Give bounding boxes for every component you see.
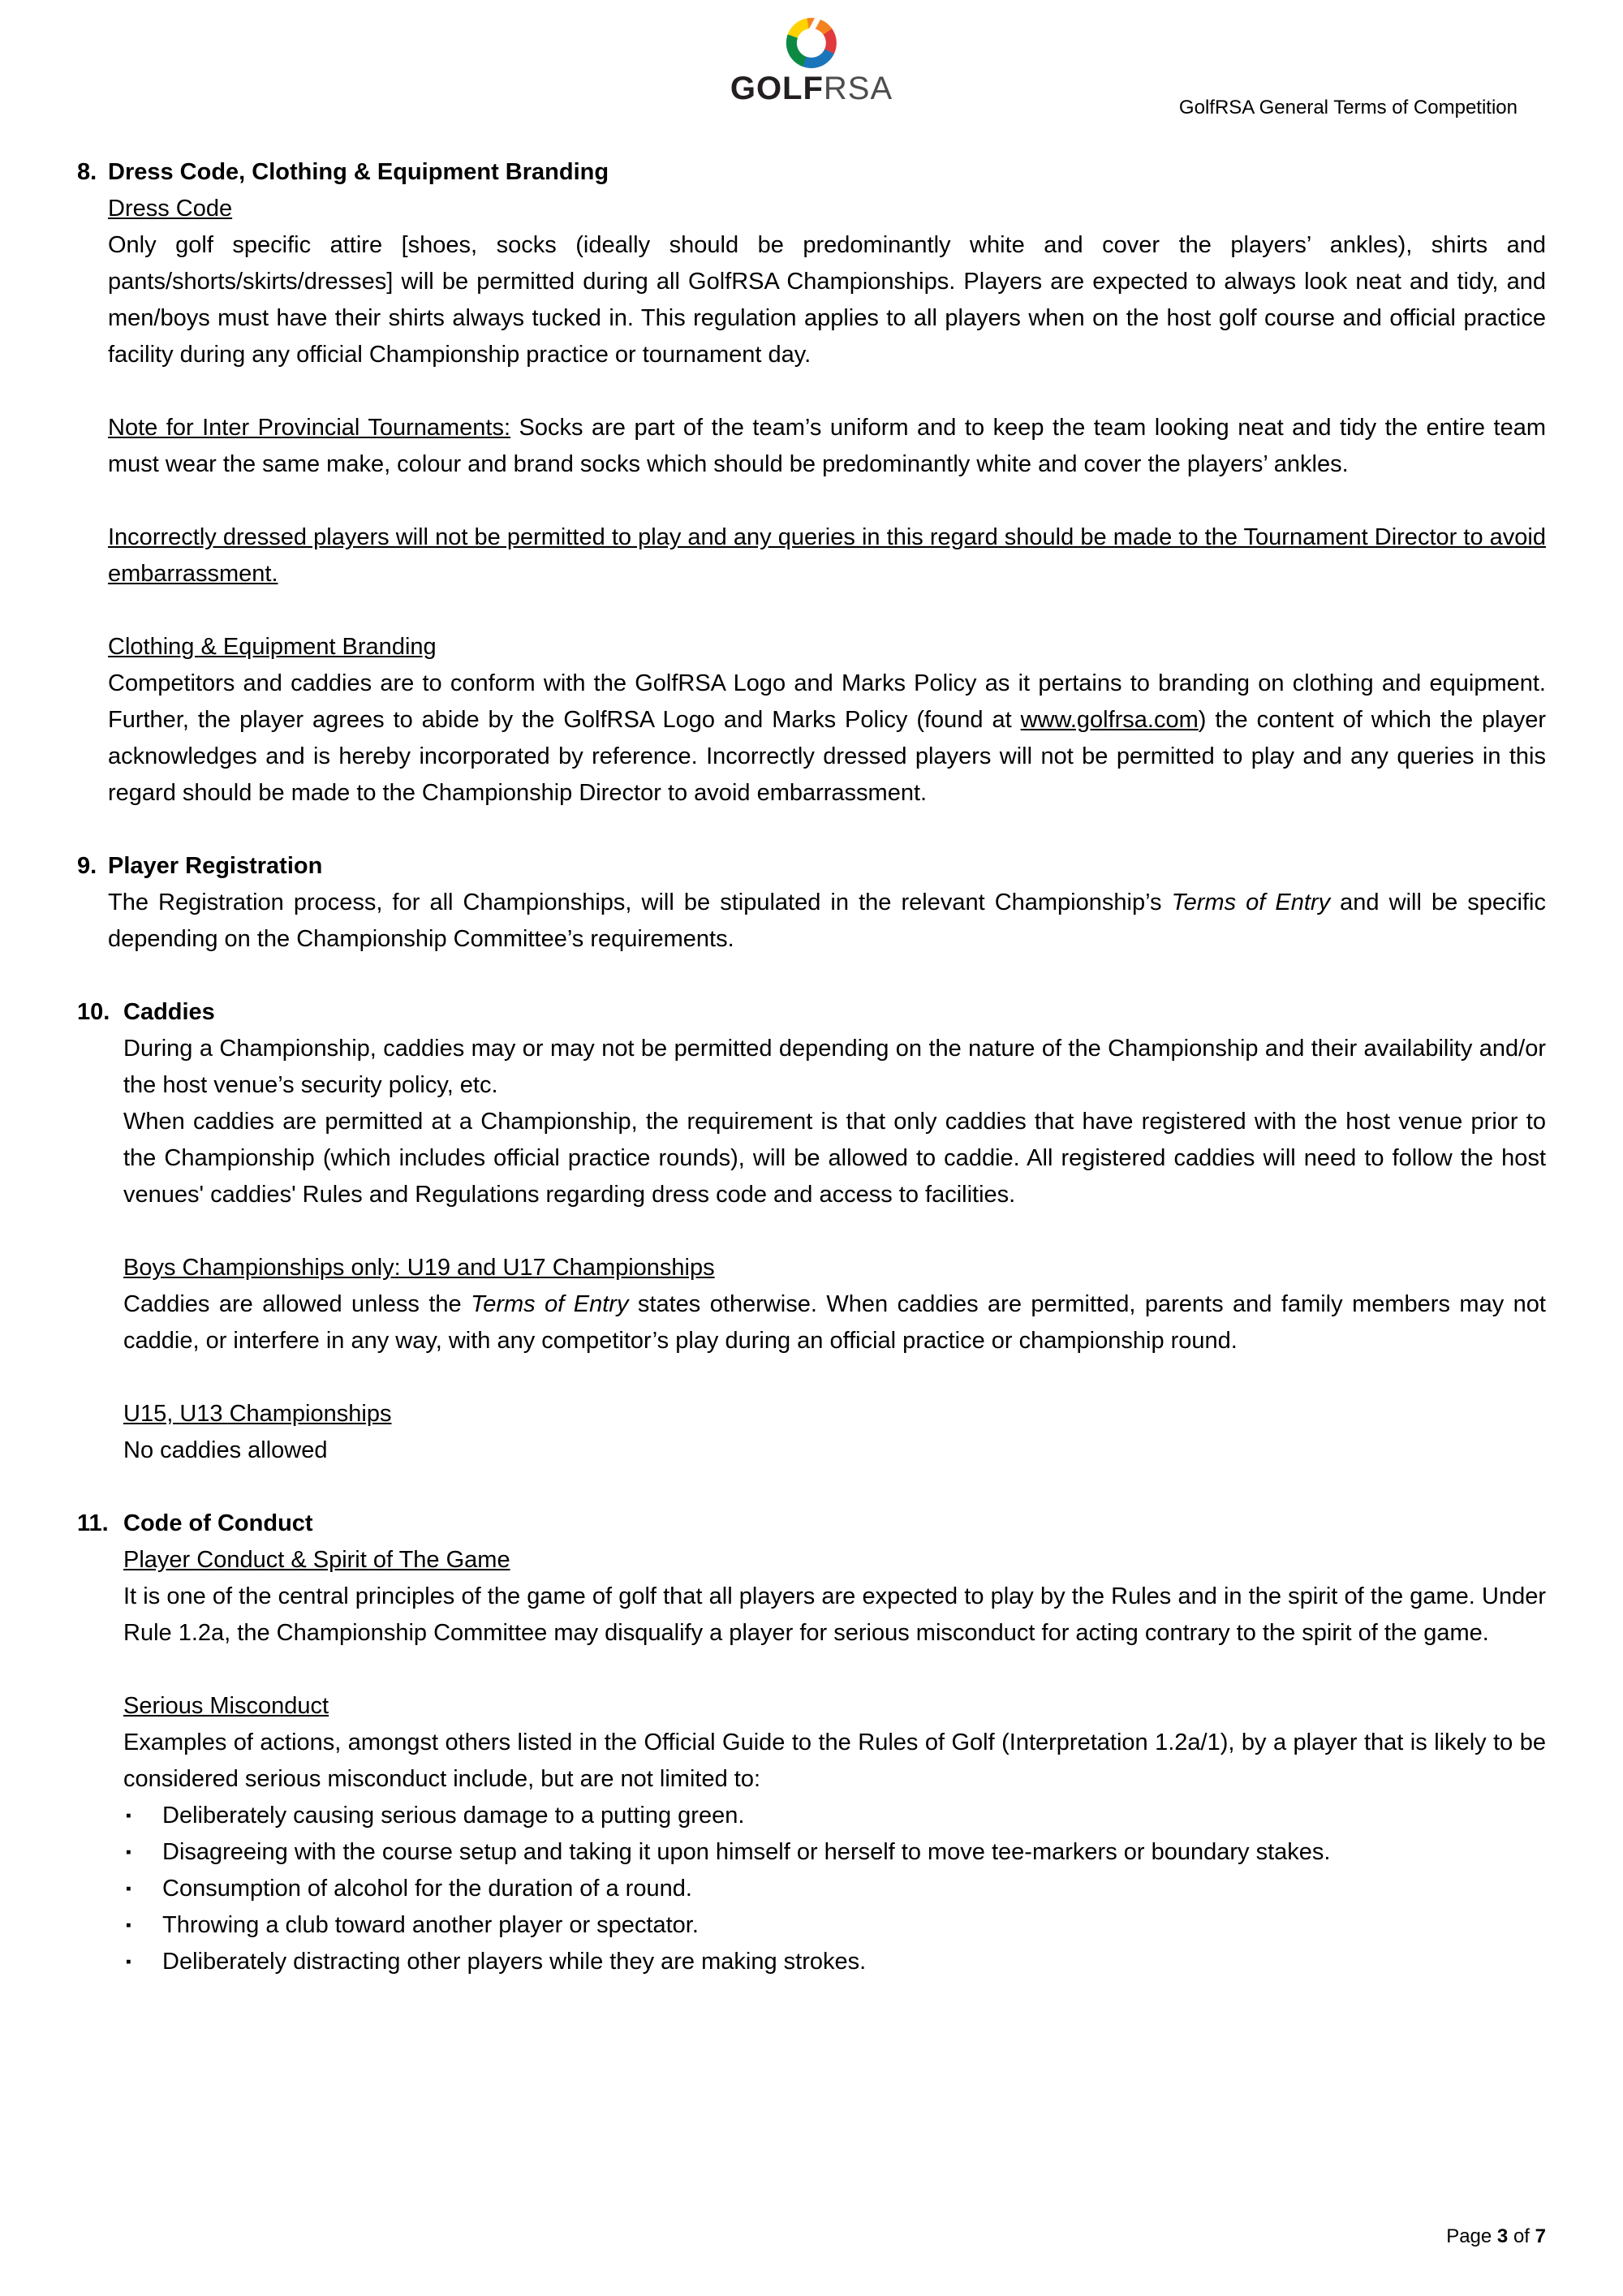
subheading-text: Clothing & Equipment Branding bbox=[108, 634, 437, 660]
section-heading bbox=[77, 994, 1546, 1031]
paragraph-serious-misconduct: Examples of actions, amongst others listed in the Official Guide to the Rules of Golf (Interpretation 1.2a/1), by a player that is likely to be considered serious misconduct include, but are not limited to: bbox=[123, 1730, 1546, 1792]
paragraph-branding bbox=[108, 666, 1546, 812]
section-number: 11. bbox=[77, 1510, 109, 1536]
section-code-of-conduct bbox=[77, 1506, 1546, 1980]
paragraph-spirit-of-game: It is one of the central principles of the game of golf that all players are expected to play by the Rules and in the spirit of the game. Under Rule 1.2a, the Championship Committee may disqualify a player for serious misconduct for acting contrary to the spirit of the game. bbox=[123, 1583, 1546, 1646]
paragraph-dress-code: Only golf specific attire [shoes, socks (ideally should be predominantly white and cover the players’ ankles), shirts and pants/shorts/skirts/dresses] will be permitted during all GolfRSA Championships. Players are expected to always look neat and tidy, and men/boys must have their shirts always tucked in. This regulation applies to all players when on the host golf course and official practice facility during any official Championship practice or tournament day. bbox=[108, 232, 1546, 368]
note-rest-text: Socks are part of the team’s uniform and to keep the team looking neat and tidy the entire team must wear the same make, colour and brand socks which should be predominantly white and cover the players’ ankles. bbox=[108, 415, 1546, 477]
section-title: Caddies bbox=[123, 999, 215, 1025]
list-item bbox=[123, 1871, 1546, 1907]
list-item bbox=[123, 1944, 1546, 1980]
section-number: 10. bbox=[77, 999, 110, 1025]
paragraph-caddies-1: During a Championship, caddies may or may not be permitted depending on the nature of the Championship and their availability and/or the host venue’s security policy, etc. bbox=[123, 1036, 1546, 1098]
subheading-u15-u13 bbox=[123, 1396, 1546, 1432]
page-of-label: of bbox=[1508, 2225, 1535, 2247]
list-item-text: Deliberately distracting other players while they are making strokes. bbox=[162, 1949, 867, 1975]
paragraph-caddies-2: When caddies are permitted at a Championship, the requirement is that only caddies that have registered with the host venue prior to the Championship (which includes official practice rounds), will be allowed to caddie. All registered caddies will need to follow the host venues' caddies' Rules and Regulations regarding dress code and access to facilities. bbox=[123, 1109, 1546, 1208]
section-dress-code bbox=[77, 154, 1547, 812]
subheading-clothing-branding bbox=[108, 629, 1546, 666]
subheading-text: U15, U13 Championships bbox=[123, 1401, 392, 1427]
page-number bbox=[1446, 2225, 1546, 2249]
paragraph-incorrectly-dressed bbox=[108, 519, 1546, 592]
section-heading bbox=[77, 154, 1546, 191]
list-item-text: Disagreeing with the course setup and taking it upon himself or herself to move tee-markers or boundary stakes. bbox=[162, 1839, 1331, 1865]
list-item bbox=[123, 1798, 1546, 1834]
document-body bbox=[77, 154, 1546, 1980]
paragraph-ipt-note bbox=[108, 410, 1546, 483]
paragraph-text: Caddies are allowed unless the bbox=[123, 1291, 471, 1317]
list-item bbox=[123, 1907, 1546, 1944]
section-number: 8. bbox=[77, 159, 97, 185]
page-total: 7 bbox=[1535, 2225, 1546, 2247]
subheading-boys-championships bbox=[123, 1250, 1546, 1286]
bullet-icon: ▪ bbox=[126, 1880, 131, 1898]
subheading-text: Boys Championships only: U19 and U17 Championships bbox=[123, 1255, 715, 1281]
section-heading bbox=[77, 848, 1546, 885]
paragraph-text: and will be specific depending on the Championship Committee’s requirements. bbox=[108, 890, 1546, 952]
golfrsa-logo-icon bbox=[786, 18, 837, 68]
page-current: 3 bbox=[1496, 2225, 1509, 2247]
golfrsa-link[interactable]: www.golfrsa.com bbox=[1020, 707, 1199, 733]
subheading-serious-misconduct bbox=[123, 1688, 1546, 1725]
paragraph-text: ) the content of which the player acknowledges and is hereby incorporated by reference. Incorrectly dressed players will not be permitted to play and any queries in this regard should be made to the Championship Director to avoid embarrassment. bbox=[108, 707, 1547, 806]
bullet-icon: ▪ bbox=[126, 1954, 131, 1971]
misconduct-bullet-list bbox=[123, 1798, 1546, 1980]
section-heading bbox=[77, 1506, 1546, 1542]
section-title: Dress Code, Clothing & Equipment Branding bbox=[108, 159, 609, 185]
paragraph-text: The Registration process, for all Championships, will be stipulated in the relevant Championship’s bbox=[108, 890, 1172, 915]
underlined-text: Incorrectly dressed players will not be permitted to play and any queries in this regard should be made to the Tournament Director to avoid embarrassment. bbox=[108, 524, 1546, 587]
section-number: 9. bbox=[77, 853, 97, 879]
terms-of-entry-italic: Terms of Entry bbox=[1171, 890, 1331, 915]
page-header bbox=[0, 0, 1623, 118]
note-lead-text: Note for Inter Provincial Tournaments: bbox=[108, 415, 511, 441]
list-item-text: Consumption of alcohol for the duration of a round. bbox=[162, 1876, 692, 1902]
golfrsa-logo-text bbox=[730, 71, 893, 106]
subheading-text: Dress Code bbox=[108, 196, 233, 222]
document-title: GolfRSA General Terms of Competition bbox=[1178, 97, 1518, 118]
page-label: Page bbox=[1446, 2225, 1497, 2247]
logo-text-golf: GOLF bbox=[730, 71, 824, 106]
section-title: Code of Conduct bbox=[123, 1510, 313, 1536]
list-item-text: Throwing a club toward another player or spectator. bbox=[162, 1912, 699, 1938]
section-title: Player Registration bbox=[108, 853, 323, 879]
terms-of-entry-italic: Terms of Entry bbox=[471, 1291, 629, 1317]
paragraph-no-caddies: No caddies allowed bbox=[123, 1437, 328, 1463]
subheading-player-conduct bbox=[123, 1542, 1546, 1579]
subheading-text: Serious Misconduct bbox=[123, 1693, 329, 1719]
bullet-icon: ▪ bbox=[126, 1807, 131, 1824]
paragraph-boys-caddies bbox=[123, 1286, 1546, 1359]
subheading-dress-code bbox=[108, 191, 1546, 227]
bullet-icon: ▪ bbox=[126, 1917, 131, 1934]
list-item-text: Deliberately causing serious damage to a putting green. bbox=[162, 1803, 745, 1829]
section-caddies bbox=[77, 994, 1546, 1469]
paragraph-registration bbox=[108, 885, 1546, 958]
paragraph-text: states otherwise. When caddies are permitted, parents and family members may not caddie, or interfere in any way, with any competitor’s play during an official practice or championship round. bbox=[123, 1291, 1546, 1354]
list-item bbox=[123, 1834, 1546, 1871]
subheading-text: Player Conduct & Spirit of The Game bbox=[123, 1547, 510, 1573]
logo-text-rsa: RSA bbox=[823, 71, 893, 106]
section-player-registration bbox=[77, 848, 1546, 958]
golfrsa-logo bbox=[730, 18, 893, 106]
paragraph-text: Competitors and caddies are to conform with the GolfRSA Logo and Marks Policy as it pertains to branding on clothing and equipment. Further, the player agrees to abide by the GolfRSA Logo and Marks Policy (found at bbox=[108, 670, 1546, 733]
bullet-icon: ▪ bbox=[126, 1844, 131, 1861]
